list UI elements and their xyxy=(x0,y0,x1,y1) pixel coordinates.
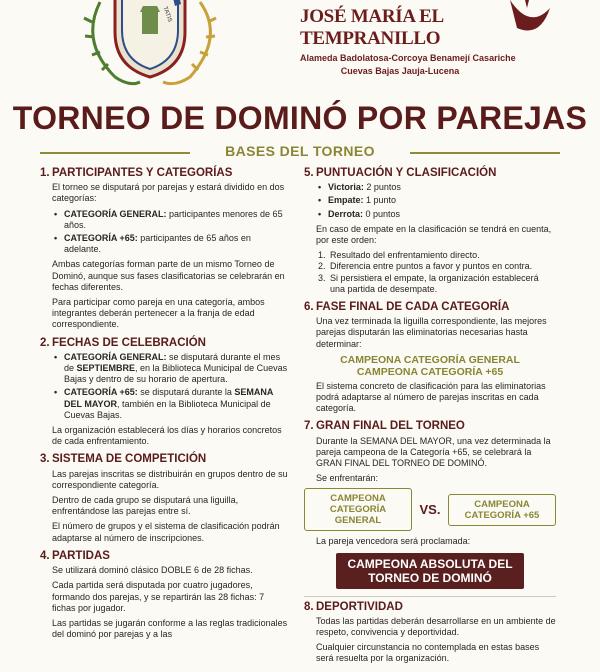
paragraph: Una vez terminada la liguilla correspondiente, las mejores parejas disputarán las eliminatorias necesarias hasta determinar: xyxy=(316,316,547,349)
brand-towns-line1: Alameda Badolatosa-Corcoya Benamejí Casariche xyxy=(300,53,516,63)
tiebreak-list xyxy=(316,250,556,295)
champions-label xyxy=(304,354,556,378)
paragraph: El sistema concreto de clasificación para las eliminatorias podrá adaptarse al número de parejas inscritas en cada categoría. xyxy=(316,380,546,414)
section-title: 8. DEPORTIVIDAD xyxy=(304,600,403,613)
page-subtitle: BASES DEL TORNEO xyxy=(225,143,375,159)
section-title: 1. PARTICIPANTES Y CATEGORÍAS xyxy=(40,167,233,179)
paragraph: Cada partida será disputada por cuatro jugadores, formando dos parejas, y se repartirán las 28 fichas: 7 fichas por jugador. xyxy=(52,580,265,613)
paragraph: Se enfrentarán: xyxy=(316,473,379,484)
section-gran-final xyxy=(304,421,556,588)
section-participantes xyxy=(40,168,290,331)
right-column xyxy=(304,168,556,672)
subtitle-row xyxy=(40,143,560,161)
versus-label: VS. xyxy=(419,502,441,518)
absolute-champion-banner: CAMPEONA ABSOLUTA DEL TORNEO DE DOMINÓ xyxy=(336,553,524,589)
municipal-coat-of-arms-icon xyxy=(60,0,240,92)
brand-swoosh-icon xyxy=(505,0,555,40)
paragraph: La pareja vencedora será proclamada: xyxy=(316,536,471,547)
list-item: • CATEGORÍA +65: participantes de 65 años en adelante. xyxy=(52,233,290,255)
list-item: • CATEGORÍA GENERAL: se disputará durante el mes de SEPTIEMBRE, en la Biblioteca Municipal de Cuevas Bajas y dentro de su horario de apertura. xyxy=(52,352,290,386)
list-item: • CATEGORÍA +65: se disputará durante la SEMANA DEL MAYOR, también en la Biblioteca Municipal de Cuevas Bajas. xyxy=(52,387,290,421)
section-sistema xyxy=(40,454,290,543)
champ-65: CAMPEONA CATEGORÍA +65 xyxy=(356,365,504,378)
box-champ-65: CAMPEONA CATEGORÍA +65 xyxy=(448,494,556,526)
emblem-text-right: TATIS xyxy=(161,5,173,24)
paragraph: Las partidas se jugarán conforme a las reglas tradicionales del dominó por parejas y a las xyxy=(52,617,288,640)
section-fechas xyxy=(40,338,290,448)
paragraph: La organización establecerá los días y horarios concretos de cada enfrentamiento. xyxy=(52,425,282,447)
list-item: • Derrota: 0 puntos xyxy=(316,209,556,220)
list-item: 1. Resultado del enfrentamiento directo. xyxy=(318,250,480,261)
list-item: • Victoria: 2 puntos xyxy=(316,182,556,193)
paragraph: Dentro de cada grupo se disputará una liguilla, enfrentándose las parejas entre sí. xyxy=(52,495,239,517)
dates-list xyxy=(52,352,290,421)
section-deportividad xyxy=(304,596,556,665)
section-title: 6. FASE FINAL DE CADA CATEGORÍA xyxy=(304,301,510,314)
paragraph: En caso de empate en la clasificación se tendrá en cuenta, por este orden: xyxy=(316,223,552,246)
paragraph: Cualquier circunstancia no contemplada en estas bases será resuelta por la organización. xyxy=(316,642,540,664)
paragraph: Las parejas inscritas se distribuirán en grupos dentro de su correspondiente categoría. xyxy=(52,468,288,490)
section-title: 2. FECHAS DE CELEBRACIÓN xyxy=(40,336,206,349)
section-fase-final xyxy=(304,302,556,414)
final-matchup xyxy=(304,488,556,531)
paragraph: El torneo se disputará por parejas y estará dividido en dos categorías: xyxy=(52,182,285,204)
section-puntuacion xyxy=(304,168,556,295)
list-item: • CATEGORÍA GENERAL: participantes menores de 65 años. xyxy=(52,209,290,231)
paragraph: Para participar como pareja en una categoría, ambos integrantes deberán pertenecer a la franja de edad correspondiente. xyxy=(52,297,265,330)
brand-block xyxy=(300,6,530,78)
list-item: 2. Diferencia entre puntos a favor y puntos en contra. xyxy=(318,261,533,272)
list-item: • Empate: 1 punto xyxy=(316,195,556,206)
paragraph: Se utilizará dominó clásico DOBLE 6 de 28 fichas. xyxy=(52,565,253,576)
paragraph: El número de grupos y el sistema de clasificación podrán adaptarse al número de inscripciones. xyxy=(52,521,280,543)
section-title: 4. PARTIDAS xyxy=(40,549,110,562)
brand-towns-line2: Cuevas Bajas Jauja-Lucena xyxy=(340,66,460,76)
subtitle-rule-right xyxy=(410,152,560,154)
category-list xyxy=(52,209,290,256)
list-item: 3. Si persistiera el empate, la organización establecerá una partida de desempate. xyxy=(318,272,539,294)
section-partidas xyxy=(40,551,290,640)
points-list xyxy=(316,182,556,220)
brand-name: JOSÉ MARÍA EL TEMPRANILLO xyxy=(300,6,443,49)
paragraph: Ambas categorías forman parte de un mismo Torneo de Dominó, aunque sus fases clasificatorias se celebrarán en fechas diferentes. xyxy=(52,259,285,292)
section-title: 3. SISTEMA DE COMPETICIÓN xyxy=(40,453,207,466)
paragraph: Todas las partidas deberán desarrollarse en un ambiente de respeto, convivencia y deportividad. xyxy=(316,615,556,638)
page-title: TORNEO DE DOMINÓ POR PAREJAS xyxy=(12,100,588,136)
header xyxy=(0,0,600,96)
box-champ-general: CAMPEONA CATEGORÍA GENERAL xyxy=(304,488,412,531)
section-title: 5. PUNTUACIÓN Y CLASIFICACIÓN xyxy=(304,167,497,179)
paragraph: Durante la SEMANA DEL MAYOR, una vez determinada la pareja campeona de la Categoría +65, se celebrará la GRAN FINAL DEL TORNEO DE DOMINÓ. xyxy=(316,435,551,469)
champ-general: CAMPEONA CATEGORÍA GENERAL xyxy=(340,353,520,366)
section-title: 7. GRAN FINAL DEL TORNEO xyxy=(304,420,465,433)
left-column xyxy=(40,168,290,647)
